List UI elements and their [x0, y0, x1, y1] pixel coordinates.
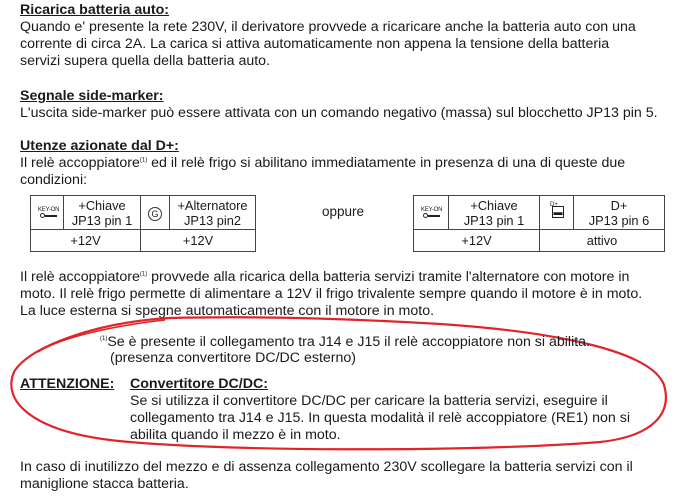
alternator-icon-cell	[141, 196, 170, 230]
d-plus-small-label: D+	[550, 202, 558, 208]
paragraph-rele-frigo: moto. Il relè frigo permette di alimentare a 12V il frigo trivalente sempre quando il motore è in moto. La luce esterna si spegne automaticamente con il motore in moto.	[20, 286, 643, 319]
condition-table-left	[30, 195, 256, 252]
alternatore-value: +12V	[141, 230, 256, 252]
heading-ricarica-batteria-auto: Ricarica batteria auto:	[20, 2, 170, 18]
heading-utenze-d-plus: Utenze azionate dal D+:	[20, 138, 179, 154]
intro-text-b: ed il relè frigo si abilitano immediatamente in presenza di una di queste due condizioni:	[20, 155, 626, 188]
paragraph-ricarica-batteria-auto: Quando e' presente la rete 230V, il derivatore provvede a ricaricare anche la batteria auto con una corrente di circa 2A. La carica si attiva automaticamente non appena la tensione della batteria servizi supera quella della batteria auto.	[20, 19, 636, 69]
rele-text-a: Il relè accoppiatore	[20, 269, 140, 285]
key-icon	[423, 213, 440, 218]
chiave-pin1-label-right: +Chiave JP13 pin 1	[449, 196, 540, 230]
footnote-ref: (1)	[139, 271, 148, 278]
converter-title: Convertitore DC/DC:	[130, 376, 268, 392]
d-plus-icon-cell	[540, 196, 574, 230]
key-on-icon-cell	[31, 196, 64, 230]
chiave-pin1-label: +Chiave JP13 pin 1	[64, 196, 141, 230]
d-plus-pin6-label: D+ JP13 pin 6	[574, 196, 665, 230]
key-icon	[40, 213, 57, 218]
d-plus-icon: ▬	[553, 207, 563, 217]
condition-table-right	[413, 195, 665, 252]
oppure-label: oppure	[322, 204, 365, 219]
attention-label: ATTENZIONE:	[20, 376, 115, 392]
key-on-label-right: KEY-ON	[421, 207, 443, 213]
alternatore-pin2-label: +Alternatore JP13 pin2	[170, 196, 256, 230]
footnote-note	[100, 334, 591, 366]
generator-icon: G	[148, 207, 162, 221]
paragraph-inutilizzo: In caso di inutilizzo del mezzo e di assenza collegamento 230V scollegare la batteria servizi con il maniglione stacca batteria.	[20, 459, 633, 492]
key-on-icon-cell-right	[414, 196, 449, 230]
footnote-ref: (1)	[139, 157, 148, 164]
paragraph-utenze-intro	[20, 155, 625, 189]
rele-text-b: provvede alla ricarica della batteria servizi tramite l'alternatore con motore in	[147, 269, 630, 285]
heading-segnale-side-marker: Segnale side-marker:	[20, 88, 164, 104]
chiave-value: +12V	[31, 230, 141, 252]
key-on-label: KEY-ON	[38, 207, 60, 213]
chiave-value-right: +12V	[414, 230, 540, 252]
converter-body: Se si utilizza il convertitore DC/DC per caricare la batteria servizi, eseguire il collegamento tra J14 e J15. In questa modalità il relè accoppiatore (RE1) non si abilita quando il mezzo è in moto.	[130, 393, 630, 443]
paragraph-rele-accoppiatore	[20, 269, 629, 286]
paragraph-segnale-side-marker: L'uscita side-marker può essere attivata con un comando negativo (massa) sul blocchetto JP13 pin 5.	[20, 105, 658, 121]
d-plus-value: attivo	[540, 230, 665, 252]
intro-text-a: Il relè accoppiatore	[20, 155, 140, 171]
footnote-marker: (1)	[100, 336, 108, 343]
footnote-text: Se è presente il collegamento tra J14 e J15 il relè accoppiatore non si abilita. (presenza convertitore DC/DC esterno)	[107, 334, 591, 366]
